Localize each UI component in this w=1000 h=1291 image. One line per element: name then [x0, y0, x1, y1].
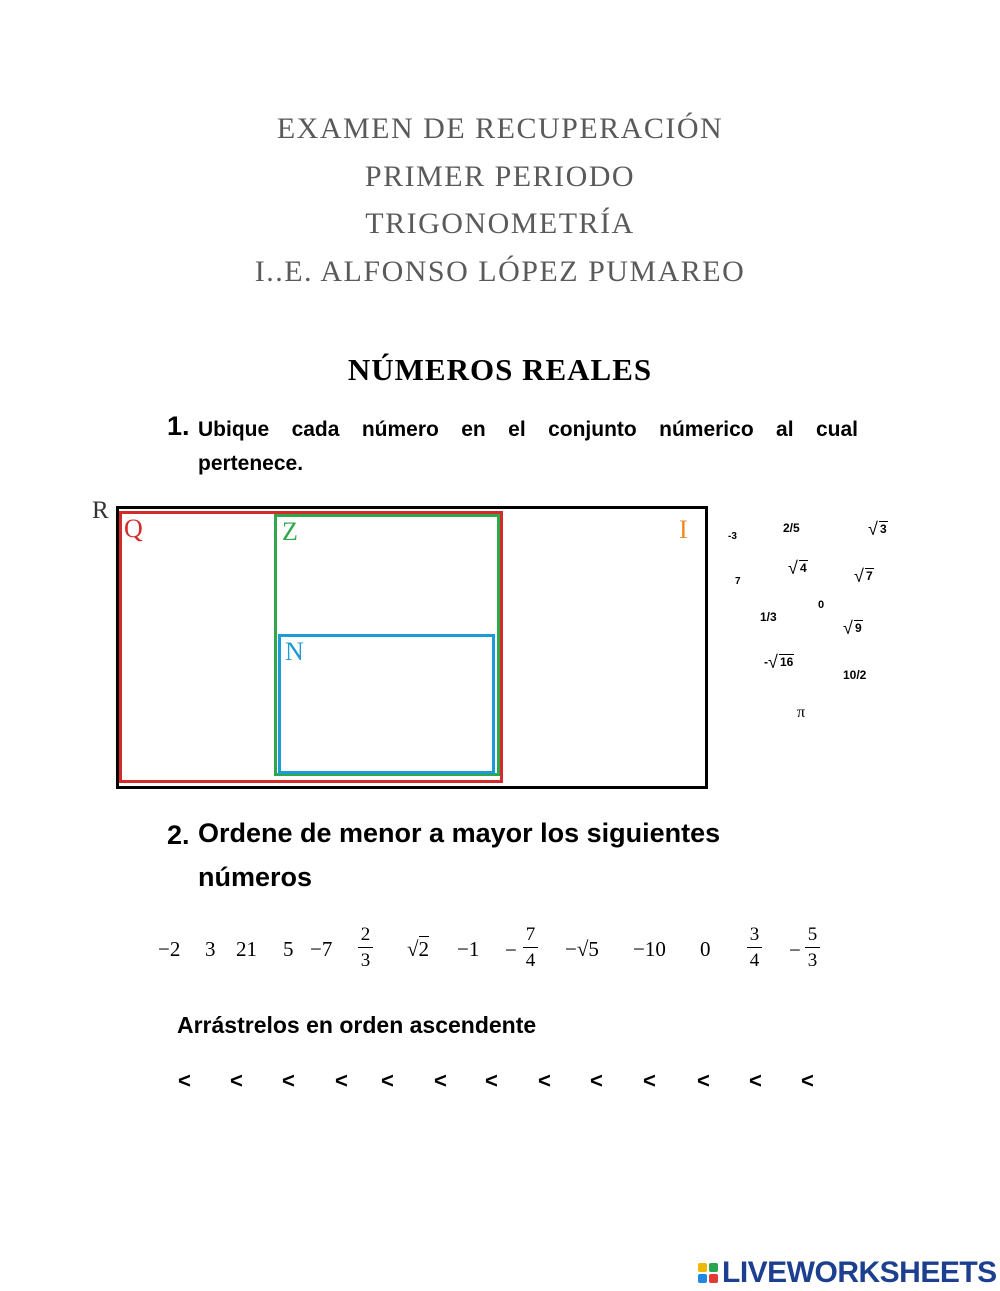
radical-icon: √: [854, 566, 864, 586]
number-neg2[interactable]: −2: [158, 937, 181, 961]
number-21[interactable]: 21: [236, 937, 257, 961]
question-2-text-line1: Ordene de menor a mayor los siguientes: [198, 818, 721, 848]
liveworksheets-logo: [698, 1256, 997, 1290]
lt-symbol-8: <: [538, 1068, 551, 1093]
rationals-label: Q: [124, 514, 143, 543]
lt-symbol-1: <: [178, 1068, 191, 1093]
naturals-set-box: [278, 634, 495, 774]
lt-symbol-9: <: [590, 1068, 603, 1093]
lt-symbol-4: <: [335, 1068, 348, 1093]
number-neg-five-thirds[interactable]: 5 3: [805, 925, 820, 970]
number-3[interactable]: 3: [205, 937, 216, 961]
irrationals-label: I: [679, 515, 688, 544]
lt-symbol-3: <: [282, 1068, 295, 1093]
question-1-number: 1.: [167, 411, 190, 441]
question-1-text-line1: Ubique cada número en el conjunto númerico al cual: [198, 418, 858, 441]
lt-symbol-12: <: [749, 1068, 762, 1093]
number-neg1[interactable]: −1: [457, 937, 480, 961]
lt-symbol-7: <: [485, 1068, 498, 1093]
period-subtitle: PRIMER PERIODO: [364, 160, 636, 193]
lt-symbol-2: <: [230, 1068, 243, 1093]
number-neg10[interactable]: −10: [633, 937, 666, 961]
school-name: I..E. ALFONSO LÓPEZ PUMAREO: [254, 255, 746, 288]
lt-symbol-13: <: [801, 1068, 814, 1093]
radical-icon: √: [768, 652, 778, 672]
chip-sqrt9[interactable]: √ 9: [843, 618, 862, 638]
naturals-label: N: [285, 637, 304, 666]
question-2-text-line2: números: [198, 862, 313, 892]
chip-sqrt3[interactable]: √ 3: [868, 519, 887, 539]
brand-name: LIVEWORKSHEETS: [722, 1256, 997, 1289]
chip-ten-halves[interactable]: 10/2: [843, 668, 867, 682]
lt-symbol-5: <: [381, 1068, 394, 1093]
chip-seven[interactable]: 7: [735, 576, 741, 587]
exam-title: EXAMEN DE RECUPERACIÓN: [276, 112, 724, 145]
number-neg-seven-fourths[interactable]: 7 4: [523, 925, 538, 970]
lt-symbol-11: <: [697, 1068, 710, 1093]
chip-neg-sqrt16[interactable]: - √ 16: [764, 652, 794, 672]
number-neg7[interactable]: −7: [310, 937, 333, 961]
number-neg-five-thirds-sign: −: [789, 938, 801, 962]
chip-one-third[interactable]: 1/3: [760, 610, 777, 624]
subject-subtitle: TRIGONOMETRÍA: [365, 207, 635, 240]
number-neg-seven-fourths-sign: −: [505, 938, 517, 962]
number-three-fourths[interactable]: 3 4: [747, 925, 762, 970]
number-0[interactable]: 0: [700, 937, 711, 961]
drag-instruction: Arrástrelos en orden ascendente: [177, 1012, 537, 1038]
radical-icon: √: [868, 519, 878, 539]
question-1-text-line2: pertenece.: [198, 452, 304, 475]
chip-two-fifths[interactable]: 2/5: [783, 521, 800, 535]
chip-sqrt4[interactable]: √ 4: [788, 558, 807, 578]
reals-label: R: [92, 497, 109, 524]
number-sqrt2[interactable]: √2: [407, 937, 430, 961]
question-2-number: 2.: [167, 820, 190, 850]
lt-symbol-6: <: [434, 1068, 447, 1093]
chip-zero[interactable]: 0: [818, 599, 825, 611]
chip-neg3[interactable]: -3: [728, 531, 737, 542]
radical-icon: √: [843, 618, 853, 638]
section-title: NÚMEROS REALES: [347, 352, 653, 387]
chip-pi[interactable]: π: [797, 704, 806, 721]
lt-symbol-10: <: [643, 1068, 656, 1093]
radical-icon: √: [788, 558, 798, 578]
number-neg-sqrt5[interactable]: −√5: [565, 937, 599, 961]
liveworksheets-icon: [698, 1263, 718, 1283]
radical-icon: √: [407, 937, 419, 961]
number-two-thirds[interactable]: 2 3: [358, 925, 373, 970]
integers-label: Z: [282, 517, 298, 546]
chip-sqrt7[interactable]: √ 7: [854, 566, 873, 586]
number-5[interactable]: 5: [283, 937, 294, 961]
